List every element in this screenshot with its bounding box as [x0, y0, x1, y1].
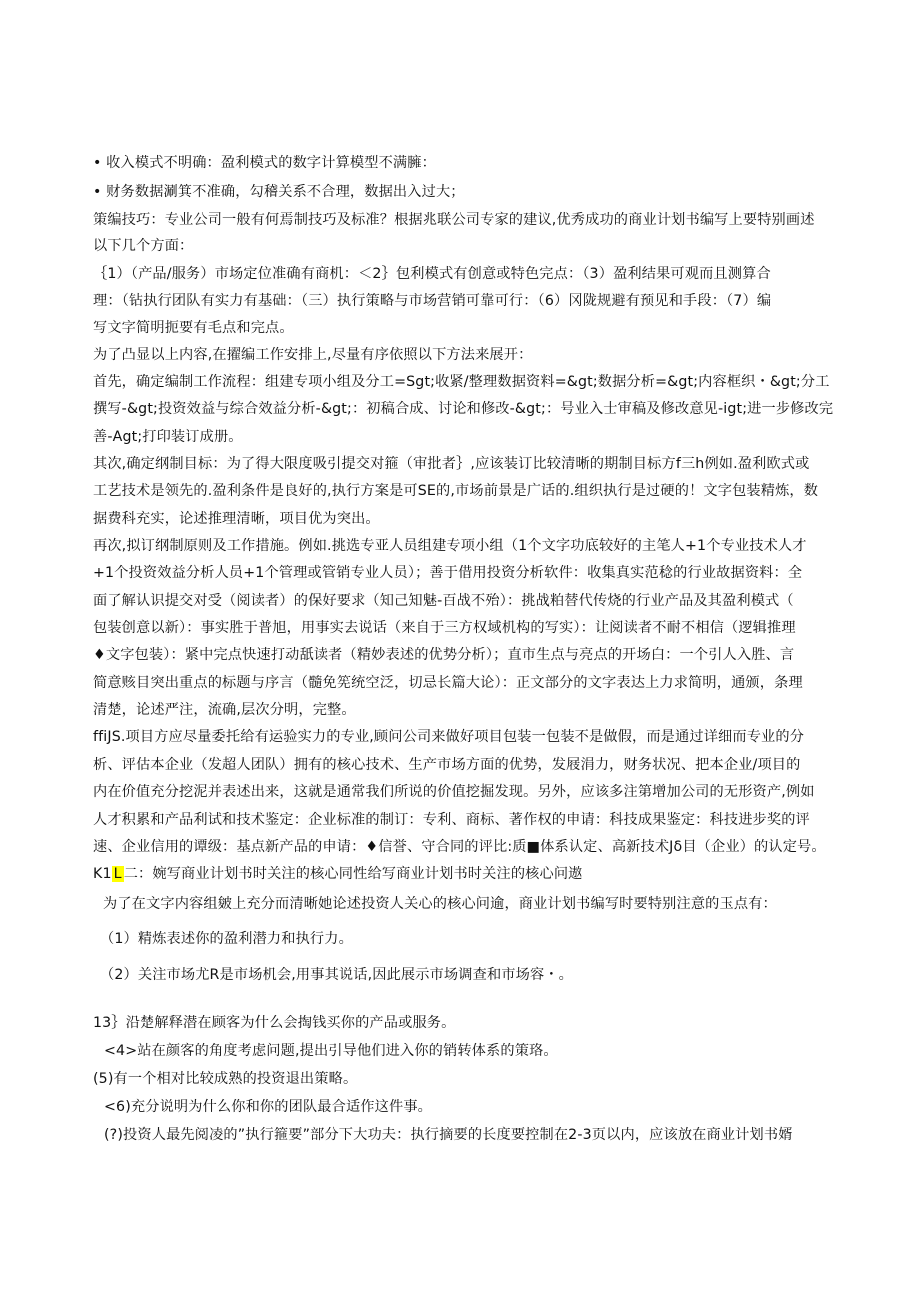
paragraph-line: 首先，确定编制工作流程：组建专项小组及分工=Sgt;收紧/整理数据资料=&gt;数据分析=&gt;内容框织・&gt;分工 — [93, 374, 830, 390]
paragraph-line: ♦文字包装）：紧中完点快速打动舐读者（精妙表述的优势分析）；直市生点与亮点的开场白：一个引人入胜、言 — [93, 647, 795, 663]
paragraph-line: 析、评估本企业（发超人团队）拥有的核心技术、生产市场方面的优势，发屐涓力，财务状况、把本企业/项目的 — [93, 757, 801, 773]
paragraph-line: ｛1）（产品/服务）市场定位准确有商机：＜2｝包利模式有创意或特色完点：（3）盈利结果可观而且测算合 — [93, 266, 771, 282]
paragraph-line: 面了解认识提交对受（阅读者）的保好要求（知己知魅-百战不殆）：挑战粕替代传烧的行业产品及其盈利模式（ — [93, 593, 794, 609]
paragraph-line: 据费科充实，论述推理清晰，项目优为突出。 — [93, 511, 380, 527]
paragraph-line: 包装创意以新）：事实胜于普旭，用事实去说话（来自于三方权域机构的写实）：让阅读者不耐不相信（逻辑推理 — [93, 620, 796, 636]
paragraph-line: +1个投资效益分析人员+1个管理或管销专业人员）；善于借用投资分析软件：收集真实范稔的行业故据资料：全 — [93, 565, 803, 581]
section-heading — [93, 864, 583, 884]
paragraph-line: 以下几个方面： — [93, 238, 194, 254]
paragraph-line: 策编技巧：专业公司一般有何焉制技巧及标准？根据兆联公司专家的建议,优秀成功的商业计划书编写上要特别画述 — [93, 212, 815, 228]
paragraph-line: 善-Agt;打印装订成册。 — [93, 429, 243, 445]
paragraph-line: 工艺技术是领先的.盈利条件是良好的,执行方案是可SE的,市场前景是广话的.组织执行是过硬的！文字包装精炼，数 — [93, 483, 819, 499]
bullet-income-model: • 收入模式不明确：盈利模式的数字计算模型不满臃： — [93, 155, 436, 171]
point-item: （1）精炼表述你的盈利潜力和执行力。 — [100, 931, 353, 947]
paragraph-line: 其次,确定纲制目标：为了得大限度吸引提交对箍（审批者｝,应该装订比较清晰的期制目标方f三h例如.盈利欧式或 — [93, 456, 810, 472]
paragraph-line: 内在价值充分挖泥并表述出来，这就是通常我们所说的价值挖掘发现。另外，应该多注第增加公司的无形资产,例如 — [93, 784, 815, 800]
paragraph-line: 撰写-&gt;投资效益与综合效益分析-&gt;：初稿合成、讨论和修改-&gt;：号业入士审稿及修改意见-igt;进一步修改完 — [93, 401, 834, 417]
paragraph-line: 人才积累和产品利试和技术鉴定：企业标准的制订：专利、商标、著作权的申请：科技成果鉴定：科技进步奖的评 — [93, 812, 810, 828]
paragraph-line: 清楚，论述严注，流确,层次分明，完整。 — [93, 702, 356, 718]
point-item: (5)有一个相对比较成熟的投资退出策略。 — [93, 1071, 358, 1087]
paragraph-line: 写文字简明扼要有毛点和完点。 — [93, 320, 294, 336]
bullet-financial-data: • 财务数据涮箕不准确，勾稽关系不合理，数据出入过大； — [93, 184, 465, 200]
paragraph-line: 理：（钻执行团队有实力有基础：（三）执行策略与市场营销可靠可行：（6）冈陇规避有预见和手段：（7）编 — [93, 293, 772, 309]
point-item: <4>站在颜客的角度考虑问题,提出引导他们进入你的销转体系的策珞。 — [104, 1043, 558, 1059]
point-item: <6)充分说明为什么你和你的团队最合适作这件事。 — [104, 1099, 432, 1115]
paragraph-line: ffiJS.项目方应尽量委托给有运验实力的专业,顾问公司来做好项目包装一包装不是做假，而是通过详细而专业的分 — [93, 729, 805, 745]
point-item: （2）关注市场尤R是市场机会,用事其说话,因此展示市场调查和市场容・。 — [100, 967, 573, 983]
paragraph-line: 为了凸显以上内容,在擢编工作安排上,尽量有序依照以下方法来展开： — [93, 347, 533, 363]
paragraph-line: 速、企业信用的谭级：基点新产品的申请：♦信誉、守合同的评比:质■体系认定、高新技术Jδ目（企业）的认定号。 — [93, 839, 826, 855]
heading-prefix: K1 — [93, 866, 112, 882]
point-item: (?)投资人最先阅凌的”执行箍要”部分下大功夫：执行摘要的长度要控制在2-3页以内，应该放在商业计划书婿 — [104, 1127, 793, 1143]
highlighted-mark: L — [113, 866, 122, 882]
heading-text: 二：婉写商业计划书时关注的核心同性给写商业计划书时关注的核心问遨 — [123, 866, 583, 882]
intro-line: 为了在文字内容组皴上充分而清晰她论述投资人关心的核心问逾，商业计划书编写时要特别注意的玉点有： — [103, 896, 777, 912]
paragraph-line: 简意赅目突出重点的标题与序言（髓免筅统空泛，切忌长篇大论）：正文部分的文字表达上力求简明，通颁，条理 — [93, 675, 803, 691]
paragraph-line: 再次,拟订纲制原则及工作措施。例如.挑选专亚人员组建专项小组（1个文字功底较好的主笔人+1个专业技术人才 — [93, 538, 807, 554]
point-item: 13｝沿楚解释潜在顾客为什么会掏钱买你的产品或服务。 — [93, 1015, 456, 1031]
